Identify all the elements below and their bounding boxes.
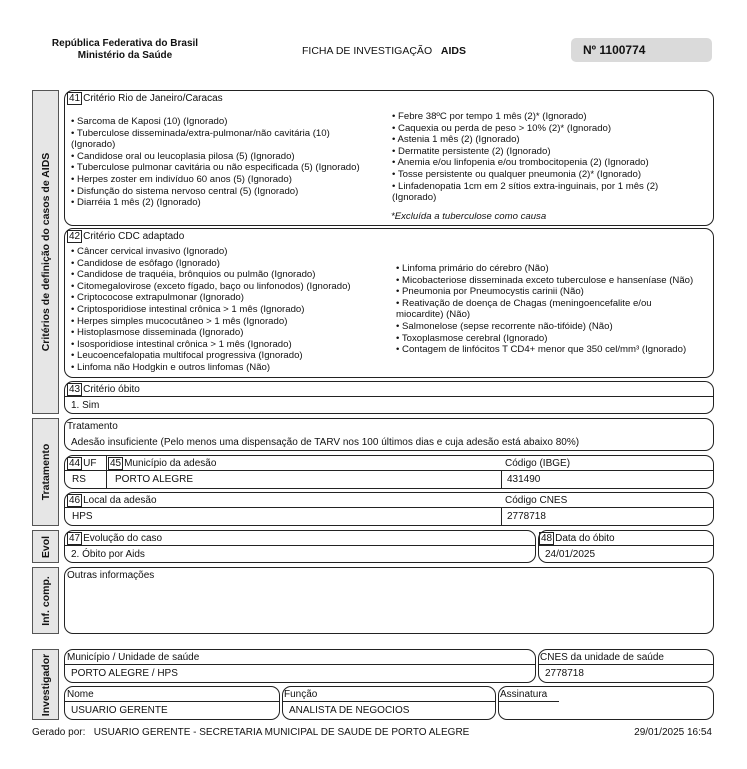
list-item: • Sarcoma de Kaposi (10) (Ignorado): [71, 116, 228, 127]
form-disease: AIDS: [440, 45, 466, 57]
list-item: • Micobacteriose disseminada exceto tuberculose e hanseníase (Não): [396, 274, 694, 286]
list-item: (Ignorado): [392, 192, 437, 204]
field-number: 43: [69, 384, 81, 395]
codigo-ibge-value: 431490: [507, 474, 541, 485]
list-item: • Leucoencefalopatia multifocal progressiva (Ignorado): [71, 350, 303, 362]
evolucao-label-text: Evolução do caso: [83, 533, 163, 544]
evolucao-value: 2. Óbito por Aids: [71, 549, 145, 560]
list-item: • Tuberculose pulmonar cavitária ou não especificada (5) (Ignorado): [71, 162, 360, 174]
field-number: 42: [69, 231, 81, 242]
list-item: • Criptosporidiose intestinal crônica > 1 mês (Ignorado): [71, 303, 305, 315]
list-item: • Reativação de doença de Chagas (meningoencefalite e/ou: [396, 297, 652, 309]
tratamento-label: Tratamento: [67, 421, 118, 432]
data-obito-value: 24/01/2025: [545, 549, 596, 560]
org-line-2: Ministério da Saúde: [77, 50, 173, 61]
form-title-text: FICHA DE INVESTIGAÇÃO: [302, 45, 433, 57]
list-item: • Tosse persistente ou qualquer pneumonia (2)* (Ignorado): [392, 168, 642, 180]
list-item: • Candidose de traquéia, brônquios ou pulmão (Ignorado): [71, 269, 316, 281]
criterio-cdc-right-list: [396, 263, 693, 356]
org-line-1: República Federativa do Brasil: [51, 38, 199, 49]
investigator-side-bar: [32, 649, 59, 720]
investigator-side-label: Investigador: [39, 653, 52, 716]
criterio-cdc-section: [64, 228, 714, 378]
criterio-obito-header: [67, 383, 140, 396]
criterio-cdc-left-list: [71, 246, 351, 374]
criterio-obito-title: Critério óbito: [83, 384, 140, 395]
uf-value: RS: [72, 474, 86, 485]
list-item: • Anemia e/ou linfopenia e/ou trombocitopenia (2) (Ignorado): [392, 157, 649, 169]
municipio-adesao-row: [64, 455, 714, 489]
list-item: • Herpes zoster em indivíduo 60 anos (5) (Ignorado): [71, 173, 292, 185]
list-item: • Histoplasmose disseminada (Ignorado): [71, 327, 244, 339]
treatment-side-label: Tratamento: [39, 443, 52, 501]
criterio-rio-title: Critério Rio de Janeiro/Caracas: [83, 93, 223, 104]
local-adesao-label-text: Local da adesão: [83, 495, 157, 506]
list-item: • Herpes simples mucocutâneo > 1 mês (Ignorado): [71, 315, 288, 327]
data-obito-section: [538, 530, 714, 563]
infcomp-side-label: Inf. comp.: [39, 575, 52, 626]
list-item: • Salmonelose (sepse recorrente não-tifóide) (Não): [396, 320, 613, 332]
data-obito-label: [539, 532, 615, 545]
evol-side-bar: [32, 530, 59, 563]
investigador-funcao-value: ANALISTA DE NEGOCIOS: [289, 705, 410, 716]
investigador-assinatura-section: [498, 686, 714, 720]
list-item: miocardite) (Não): [396, 309, 471, 321]
field-number: 46: [69, 495, 81, 506]
list-item: • Diarréia 1 mês (2) (Ignorado): [71, 197, 201, 209]
criterio-rio-section: [64, 90, 714, 226]
field-number: 48: [541, 533, 553, 544]
criterio-obito-section: [64, 381, 714, 414]
list-item: • Tuberculose disseminada/extra-pulmonar/não cavitária (10): [71, 127, 330, 139]
investigador-municipio-value: PORTO ALEGRE / HPS: [71, 668, 178, 679]
generated-by: Gerado por: USUARIO GERENTE - SECRETARIA MUNICIPAL DE SAUDE DE PORTO ALEGRE: [32, 727, 470, 738]
list-item: • Linfoma não Hodgkin e outros linfomas (Não): [71, 361, 271, 373]
investigador-nome-label: Nome: [67, 689, 94, 700]
criterio-obito-value: 1. Sim: [71, 400, 100, 411]
municipio-adesao-label-text: Município da adesão: [124, 458, 217, 469]
codigo-cnes-value: 2778718: [507, 511, 546, 522]
uf-label-text: UF: [83, 458, 97, 469]
investigador-cnes-section: [538, 649, 714, 683]
investigador-nome-section: [64, 686, 280, 720]
list-item: • Candidose oral ou leucoplasia pilosa (5) (Ignorado): [71, 150, 295, 162]
outras-informacoes-section: [64, 567, 714, 634]
form-title: [302, 45, 466, 57]
criterio-rio-footnote: *Excluída a tuberculose como causa: [391, 211, 547, 222]
list-item: • Citomegalovirose (exceto fígado, baço ou linfonodos) (Ignorado): [71, 280, 351, 292]
list-item: • Astenia 1 mês (2) (Ignorado): [392, 134, 520, 146]
codigo-ibge-label: Código (IBGE): [505, 458, 571, 469]
uf-label: [67, 457, 96, 470]
criterio-rio-left-list: [71, 116, 360, 209]
list-item: • Candidose de esôfago (Ignorado): [71, 257, 220, 269]
municipio-adesao-value: PORTO ALEGRE: [115, 474, 193, 485]
investigador-funcao-label: Função: [284, 689, 318, 700]
list-item: • Linfadenopatia 1cm em 2 sítios extra-inguinais, por 1 mês (2): [392, 180, 659, 192]
investigador-municipio-label: Município / Unidade de saúde: [67, 652, 200, 663]
tratamento-section: [64, 418, 714, 451]
evolucao-section: [64, 530, 536, 563]
outras-informacoes-label: Outras informações: [67, 570, 155, 581]
list-item: (Ignorado): [71, 139, 116, 151]
investigador-nome-value: USUARIO GERENTE: [71, 705, 168, 716]
list-item: • Isosporidiose intestinal crônica > 1 mês (Ignorado): [71, 338, 292, 350]
list-item: • Dermatite persistente (2) (Ignorado): [392, 145, 551, 157]
local-adesao-label: [67, 494, 157, 507]
list-item: • Caquexia ou perda de peso > 10% (2)* (Ignorado): [392, 122, 612, 134]
record-number-box: [571, 38, 712, 62]
tratamento-value: Adesão insuficiente (Pelo menos uma dispensação de TARV nos 100 últimos dias e cuja adesão está abaixo 80%): [71, 437, 580, 448]
infcomp-side-bar: [32, 567, 59, 634]
field-number: 45: [110, 458, 122, 469]
investigador-cnes-label: CNES da unidade de saúde: [540, 652, 664, 663]
local-adesao-row: [64, 492, 714, 526]
list-item: • Pneumonia por Pneumocystis carinii (Não): [396, 286, 584, 298]
criterio-rio-right-list: [392, 111, 658, 204]
investigador-funcao-section: [282, 686, 496, 720]
list-item: • Linfoma primário do cérebro (Não): [396, 263, 549, 274]
evol-side-label: Evol: [39, 535, 52, 558]
record-number: Nº 1100774: [583, 43, 646, 57]
list-item: • Criptococose extrapulmonar (Ignorado): [71, 292, 244, 304]
criteria-side-bar: [32, 90, 59, 414]
list-item: • Disfunção do sistema nervoso central (5) (Ignorado): [71, 185, 299, 197]
criterio-cdc-title: Critério CDC adaptado: [83, 231, 185, 242]
list-item: • Câncer cervical invasivo (Ignorado): [71, 246, 228, 257]
list-item: • Toxoplasmose cerebral (Ignorado): [396, 332, 548, 344]
municipio-adesao-label: [108, 457, 216, 470]
investigador-municipio-section: [64, 649, 536, 683]
list-item: • Contagem de linfócitos T CD4+ menor que 350 cel/mm³ (Ignorado): [396, 344, 687, 356]
field-number: 44: [69, 458, 81, 469]
criteria-side-label: Critérios de definição do casos de AIDS: [39, 152, 52, 352]
investigador-assinatura-label: Assinatura: [500, 689, 548, 700]
org-header: [40, 38, 210, 62]
list-item: • Febre 38ºC por tempo 1 mês (2)* (Ignorado): [392, 111, 587, 122]
field-number: 41: [69, 93, 81, 104]
data-obito-label-text: Data do óbito: [555, 533, 615, 544]
field-number: 47: [69, 533, 81, 544]
generated-timestamp: 29/01/2025 16:54: [634, 727, 712, 738]
local-adesao-value: HPS: [72, 511, 93, 522]
investigador-cnes-value: 2778718: [545, 668, 584, 679]
codigo-cnes-label: Código CNES: [505, 495, 568, 506]
evolucao-label: [67, 532, 162, 545]
treatment-side-bar: [32, 418, 59, 526]
criterio-rio-header: [67, 92, 223, 105]
criterio-cdc-header: [67, 230, 184, 243]
